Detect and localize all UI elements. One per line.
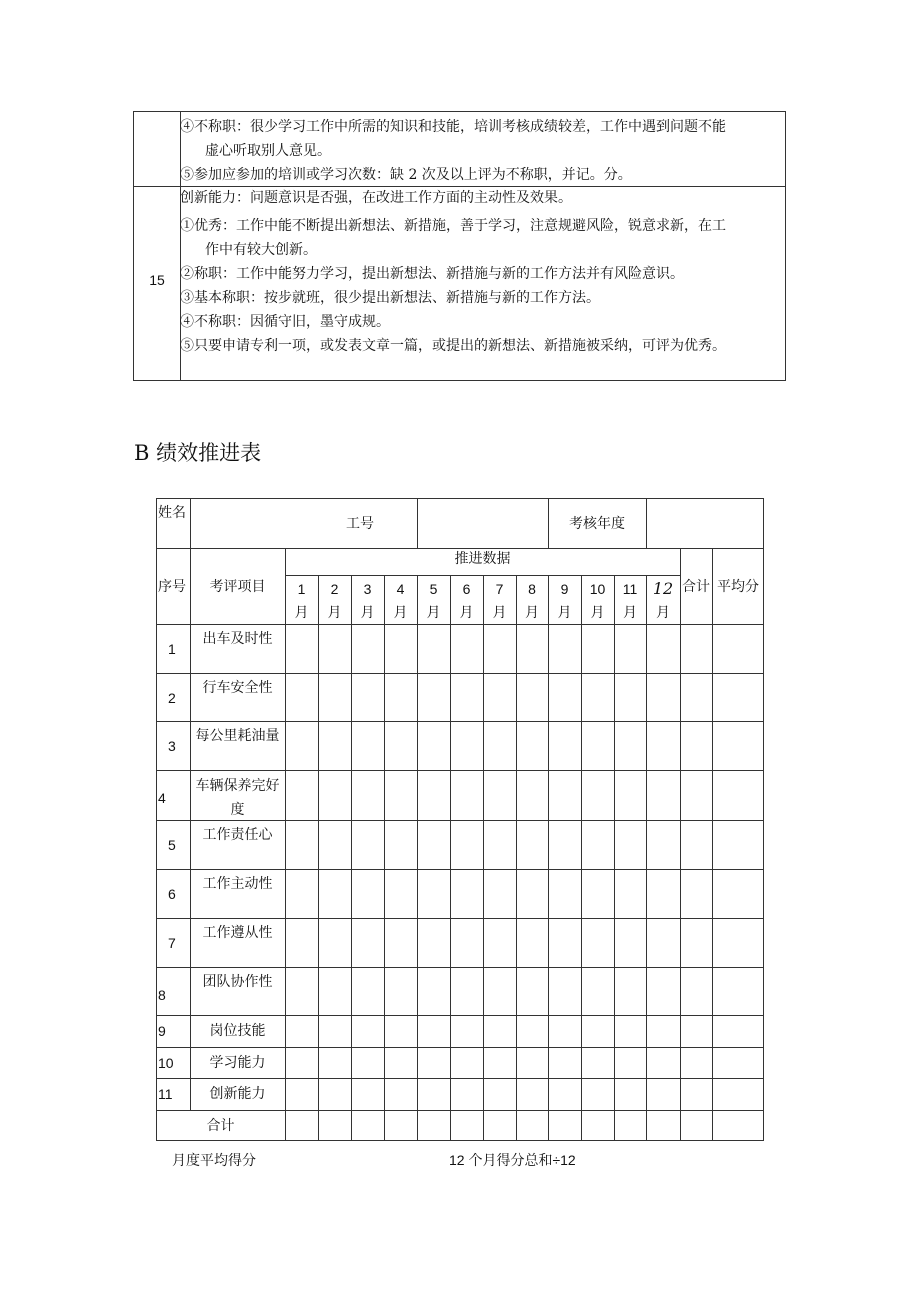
month-score-cell bbox=[351, 673, 384, 721]
month-score-cell bbox=[351, 820, 384, 869]
avg-score-cell bbox=[712, 869, 764, 918]
month-unit: 月 bbox=[327, 605, 342, 621]
month-score-cell bbox=[581, 1015, 614, 1047]
month-score-cell bbox=[516, 1047, 548, 1078]
prev-line-3: ⑤参加应参加的培训或学习次数：缺 2 次及以上评为不称职，并记。分。 bbox=[180, 167, 632, 183]
month-score-cell bbox=[285, 1078, 318, 1110]
criteria-item-2: ②称职：工作中能努力学习，提出新想法、新措施与新的工作方法并有风险意识。 bbox=[180, 266, 684, 282]
avg-score-cell bbox=[712, 673, 764, 721]
month-score-cell bbox=[351, 1047, 384, 1078]
month-score-cell bbox=[318, 721, 351, 770]
month-score-cell bbox=[581, 967, 614, 1015]
row-number: 7 bbox=[168, 935, 176, 951]
month-score-cell bbox=[646, 673, 680, 721]
month-score-cell bbox=[516, 673, 548, 721]
month-score-cell bbox=[417, 1015, 450, 1047]
month-score-cell bbox=[548, 673, 581, 721]
month-number: 1 bbox=[297, 581, 306, 597]
avg-score-cell bbox=[712, 1047, 764, 1078]
month-score-cell bbox=[285, 770, 318, 820]
criteria-item-5: ⑤只要申请专利一项，或发表文章一篇，或提出的新想法、新措施被采纳，可评为优秀。 bbox=[180, 338, 726, 354]
month-score-cell bbox=[483, 869, 516, 918]
month-number: 11 bbox=[622, 581, 638, 597]
month-score-cell bbox=[285, 673, 318, 721]
item-name: 工作主动性 bbox=[202, 876, 273, 892]
total-month-cell bbox=[351, 1110, 384, 1141]
month-score-cell bbox=[450, 820, 483, 869]
avg-score-cell bbox=[712, 624, 764, 673]
month-score-cell bbox=[581, 721, 614, 770]
item-name: 行车安全性 bbox=[202, 680, 273, 696]
data-header: 推进数据 bbox=[454, 551, 511, 567]
month-score-cell bbox=[548, 721, 581, 770]
total-month-cell bbox=[614, 1110, 646, 1141]
month-score-cell bbox=[646, 1078, 680, 1110]
total-score-cell bbox=[680, 967, 712, 1015]
month-unit: 月 bbox=[525, 605, 539, 621]
month-score-cell bbox=[318, 869, 351, 918]
avg-score-cell bbox=[712, 770, 764, 820]
month-score-cell bbox=[581, 820, 614, 869]
month-score-cell bbox=[548, 770, 581, 820]
total-month-cell bbox=[384, 1110, 417, 1141]
criteria-item-1: ①优秀：工作中能不断提出新想法、新措施，善于学习，注意规避风险，锐意求新，在工 bbox=[180, 218, 726, 234]
month-score-cell bbox=[646, 1047, 680, 1078]
month-score-cell bbox=[516, 820, 548, 869]
month-score-cell bbox=[646, 967, 680, 1015]
month-score-cell bbox=[318, 820, 351, 869]
total-month-cell bbox=[516, 1110, 548, 1141]
month-score-cell bbox=[581, 1047, 614, 1078]
total-score-cell bbox=[680, 770, 712, 820]
month-score-cell bbox=[516, 869, 548, 918]
month-score-cell bbox=[450, 967, 483, 1015]
month-score-cell bbox=[417, 770, 450, 820]
seq-header: 序号 bbox=[158, 579, 186, 595]
month-unit: 月 bbox=[426, 605, 441, 621]
month-score-cell bbox=[516, 1015, 548, 1047]
month-number: 8 bbox=[528, 581, 536, 597]
month-score-cell bbox=[384, 721, 417, 770]
month-score-cell bbox=[483, 673, 516, 721]
month-score-cell bbox=[285, 820, 318, 869]
total-score-cell bbox=[680, 721, 712, 770]
row-number: 4 bbox=[158, 790, 166, 806]
month-score-cell bbox=[450, 869, 483, 918]
total-score-cell bbox=[680, 918, 712, 967]
avg-score-cell bbox=[712, 1078, 764, 1110]
section-title: B 绩效推进表 bbox=[134, 441, 262, 465]
total-month-cell bbox=[417, 1110, 450, 1141]
month-score-cell bbox=[417, 1078, 450, 1110]
month-score-cell bbox=[384, 1015, 417, 1047]
month-score-cell bbox=[548, 1015, 581, 1047]
month-score-cell bbox=[614, 918, 646, 967]
month-score-cell bbox=[516, 1078, 548, 1110]
row-number: 8 bbox=[158, 987, 166, 1003]
month-score-cell bbox=[384, 1047, 417, 1078]
total-total-cell bbox=[680, 1110, 712, 1141]
month-score-cell bbox=[318, 624, 351, 673]
month-score-cell bbox=[614, 869, 646, 918]
month-number: 10 bbox=[589, 581, 606, 597]
total-month-cell bbox=[318, 1110, 351, 1141]
month-score-cell bbox=[351, 918, 384, 967]
total-score-cell bbox=[680, 624, 712, 673]
footer-formula: 12 个月得分总和÷12 bbox=[449, 1152, 576, 1168]
month-score-cell bbox=[581, 869, 614, 918]
row-number: 11 bbox=[158, 1086, 173, 1102]
month-score-cell bbox=[285, 721, 318, 770]
footer-monthly-average-label: 月度平均得分 bbox=[172, 1153, 256, 1169]
item-name: 工作遵从性 bbox=[202, 925, 273, 941]
item-name: 工作责任心 bbox=[202, 827, 273, 843]
month-number: 7 bbox=[495, 581, 504, 597]
month-score-cell bbox=[450, 624, 483, 673]
month-score-cell bbox=[516, 918, 548, 967]
total-score-cell bbox=[680, 820, 712, 869]
criteria-item-3: ③基本称职：按步就班，很少提出新想法、新措施与新的工作方法。 bbox=[180, 290, 600, 306]
month-unit: 月 bbox=[294, 605, 309, 621]
performance-table bbox=[156, 498, 764, 1141]
employee-id-label: 工号 bbox=[346, 516, 374, 532]
total-score-cell bbox=[680, 1015, 712, 1047]
item-name-cont: 度 bbox=[230, 802, 245, 818]
month-score-cell bbox=[384, 624, 417, 673]
month-score-cell bbox=[548, 967, 581, 1015]
month-score-cell bbox=[384, 770, 417, 820]
prev-line-2: 虚心听取别人意见。 bbox=[205, 143, 331, 159]
month-score-cell bbox=[516, 624, 548, 673]
month-number: 6 bbox=[462, 581, 471, 597]
item-name: 车辆保养完好 bbox=[195, 778, 280, 794]
month-number: 5 bbox=[429, 581, 438, 597]
month-score-cell bbox=[581, 918, 614, 967]
month-score-cell bbox=[646, 820, 680, 869]
month-score-cell bbox=[417, 869, 450, 918]
total-month-cell bbox=[450, 1110, 483, 1141]
row-divider bbox=[134, 186, 785, 187]
month-score-cell bbox=[351, 721, 384, 770]
year-value-cell bbox=[646, 498, 764, 548]
month-score-cell bbox=[384, 869, 417, 918]
month-score-cell bbox=[384, 820, 417, 869]
month-score-cell bbox=[646, 869, 680, 918]
month-score-cell bbox=[548, 869, 581, 918]
month-score-cell bbox=[614, 721, 646, 770]
month-score-cell bbox=[581, 673, 614, 721]
month-score-cell bbox=[318, 770, 351, 820]
item-name: 学习能力 bbox=[209, 1055, 266, 1071]
month-score-cell bbox=[450, 673, 483, 721]
month-score-cell bbox=[384, 967, 417, 1015]
month-score-cell bbox=[614, 1047, 646, 1078]
month-score-cell bbox=[614, 820, 646, 869]
month-score-cell bbox=[351, 1015, 384, 1047]
month-score-cell bbox=[646, 1015, 680, 1047]
total-month-cell bbox=[646, 1110, 680, 1141]
month-unit: 月 bbox=[393, 605, 408, 621]
name-label: 姓名 bbox=[158, 505, 186, 521]
prev-line-1: ④不称职：很少学习工作中所需的知识和技能，培训考核成绩较差，工作中遇到问题不能 bbox=[180, 119, 726, 135]
item-header: 考评项目 bbox=[209, 579, 266, 595]
total-score-cell bbox=[680, 1078, 712, 1110]
month-score-cell bbox=[318, 967, 351, 1015]
month-score-cell bbox=[384, 918, 417, 967]
item-name: 团队协作性 bbox=[202, 974, 273, 990]
month-number: 3 bbox=[363, 581, 372, 597]
row-number: 10 bbox=[158, 1055, 174, 1071]
month-score-cell bbox=[417, 820, 450, 869]
item-name: 创新能力 bbox=[209, 1086, 266, 1102]
month-unit: 月 bbox=[459, 605, 474, 621]
month-score-cell bbox=[285, 624, 318, 673]
month-score-cell bbox=[614, 1078, 646, 1110]
month-score-cell bbox=[614, 624, 646, 673]
row-number: 6 bbox=[168, 886, 176, 902]
month-score-cell bbox=[581, 770, 614, 820]
month-score-cell bbox=[548, 918, 581, 967]
avg-score-cell bbox=[712, 820, 764, 869]
month-score-cell bbox=[285, 1047, 318, 1078]
month-score-cell bbox=[646, 721, 680, 770]
month-unit: 月 bbox=[360, 605, 375, 621]
month-score-cell bbox=[548, 1078, 581, 1110]
row-number: 15 bbox=[149, 272, 165, 288]
month-score-cell bbox=[318, 673, 351, 721]
month-score-cell bbox=[285, 869, 318, 918]
month-score-cell bbox=[351, 624, 384, 673]
month-score-cell bbox=[417, 918, 450, 967]
month-score-cell bbox=[417, 721, 450, 770]
month-score-cell bbox=[646, 770, 680, 820]
criteria-heading: 创新能力：问题意识是否强，在改进工作方面的主动性及效果。 bbox=[180, 190, 572, 206]
month-score-cell bbox=[417, 967, 450, 1015]
month-unit: 月 bbox=[492, 605, 507, 621]
month-score-cell bbox=[384, 1078, 417, 1110]
row-number: 1 bbox=[168, 641, 176, 657]
month-score-cell bbox=[351, 770, 384, 820]
item-name: 每公里耗油量 bbox=[195, 728, 280, 744]
month-score-cell bbox=[318, 1015, 351, 1047]
avg-score-cell bbox=[712, 721, 764, 770]
avg-score-cell bbox=[712, 918, 764, 967]
month-unit: 月 bbox=[590, 605, 605, 621]
month-score-cell bbox=[483, 918, 516, 967]
item-name: 出车及时性 bbox=[202, 631, 273, 647]
avg-header: 平均分 bbox=[717, 579, 759, 595]
month-unit: 月 bbox=[623, 605, 637, 621]
total-score-cell bbox=[680, 1047, 712, 1078]
row-number: 5 bbox=[168, 837, 176, 853]
month-score-cell bbox=[646, 624, 680, 673]
month-score-cell bbox=[614, 770, 646, 820]
month-score-cell bbox=[417, 673, 450, 721]
month-score-cell bbox=[548, 1047, 581, 1078]
month-score-cell bbox=[483, 1078, 516, 1110]
month-number: 2 bbox=[330, 581, 339, 597]
row-number: 3 bbox=[168, 738, 176, 754]
month-score-cell bbox=[483, 1047, 516, 1078]
month-score-cell bbox=[483, 721, 516, 770]
month-score-cell bbox=[318, 1047, 351, 1078]
month-score-cell bbox=[483, 624, 516, 673]
month-score-cell bbox=[450, 1015, 483, 1047]
avg-score-cell bbox=[712, 967, 764, 1015]
month-score-cell bbox=[516, 967, 548, 1015]
month-score-cell bbox=[351, 869, 384, 918]
month-score-cell bbox=[646, 918, 680, 967]
total-header: 合计 bbox=[682, 579, 710, 595]
month-score-cell bbox=[450, 770, 483, 820]
month-score-cell bbox=[614, 967, 646, 1015]
total-score-cell bbox=[680, 869, 712, 918]
month-score-cell bbox=[614, 673, 646, 721]
month-score-cell bbox=[581, 624, 614, 673]
month-score-cell bbox=[417, 1047, 450, 1078]
month-unit: 月 bbox=[656, 605, 670, 621]
total-month-cell bbox=[548, 1110, 581, 1141]
item-name: 岗位技能 bbox=[209, 1023, 266, 1039]
month-number: 4 bbox=[396, 581, 405, 597]
row-number: 2 bbox=[168, 690, 176, 706]
month-score-cell bbox=[483, 967, 516, 1015]
avg-score-cell bbox=[712, 1015, 764, 1047]
month-unit: 月 bbox=[557, 605, 572, 621]
criteria-item-1b: 作中有较大创新。 bbox=[205, 242, 317, 258]
month-score-cell bbox=[285, 1015, 318, 1047]
total-month-cell bbox=[483, 1110, 516, 1141]
month-score-cell bbox=[548, 820, 581, 869]
month-score-cell bbox=[318, 918, 351, 967]
month-score-cell bbox=[450, 1047, 483, 1078]
month-score-cell bbox=[417, 624, 450, 673]
month-score-cell bbox=[384, 673, 417, 721]
year-label: 考核年度 bbox=[569, 516, 625, 532]
month-score-cell bbox=[351, 967, 384, 1015]
total-month-cell bbox=[581, 1110, 614, 1141]
criteria-item-4: ④不称职：因循守旧，墨守成规。 bbox=[180, 314, 390, 330]
month-score-cell bbox=[483, 1015, 516, 1047]
month-score-cell bbox=[351, 1078, 384, 1110]
month-number: 9 bbox=[560, 581, 569, 597]
total-avg-cell bbox=[712, 1110, 764, 1141]
month-score-cell bbox=[318, 1078, 351, 1110]
month-number: 12 bbox=[652, 579, 674, 598]
row-number: 9 bbox=[158, 1023, 166, 1039]
month-score-cell bbox=[450, 721, 483, 770]
month-score-cell bbox=[450, 1078, 483, 1110]
month-score-cell bbox=[450, 918, 483, 967]
total-score-cell bbox=[680, 673, 712, 721]
month-score-cell bbox=[483, 770, 516, 820]
month-score-cell bbox=[581, 1078, 614, 1110]
month-score-cell bbox=[285, 918, 318, 967]
month-score-cell bbox=[614, 1015, 646, 1047]
month-score-cell bbox=[483, 820, 516, 869]
month-score-cell bbox=[516, 721, 548, 770]
month-score-cell bbox=[548, 624, 581, 673]
total-row-label: 合计 bbox=[206, 1118, 235, 1134]
month-score-cell bbox=[516, 770, 548, 820]
total-month-cell bbox=[285, 1110, 318, 1141]
month-score-cell bbox=[285, 967, 318, 1015]
